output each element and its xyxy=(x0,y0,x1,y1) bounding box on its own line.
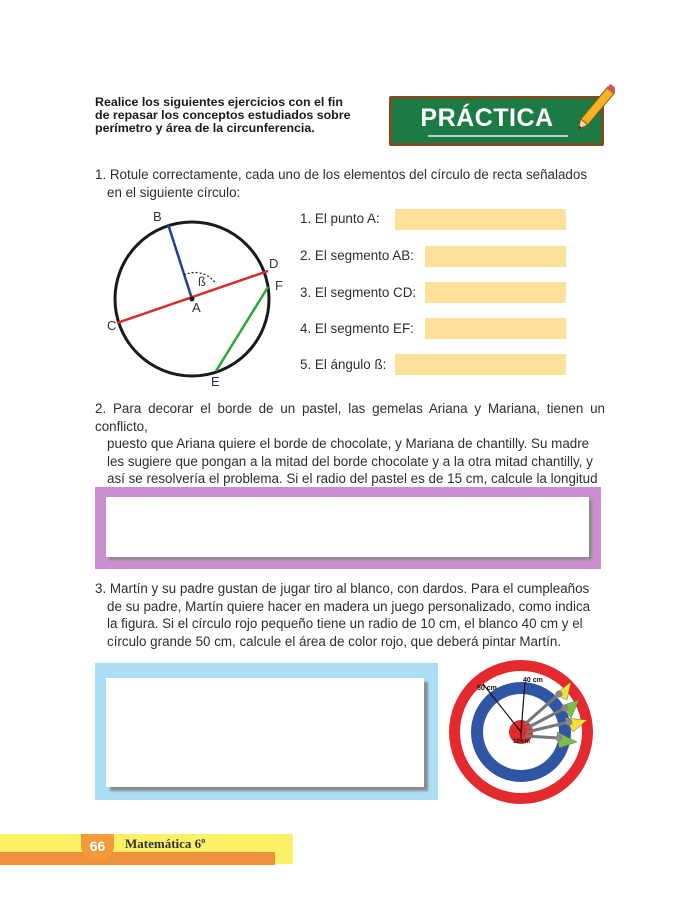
banner-title: PRÁCTICA xyxy=(420,104,554,132)
question-3-line: 3. Martín y su padre gustan de jugar tiro al blanco, con dardos. Para el cumpleaños xyxy=(95,581,590,596)
intro-line: de repasar los conceptos estudiados sobre xyxy=(95,108,351,122)
answer-field-point-a[interactable] xyxy=(395,209,566,230)
item-3-label: 3. El segmento CD: xyxy=(300,285,417,300)
chalk-underline xyxy=(428,135,568,137)
question-2-line: les sugiere que pongan a la mitad del borde chocolate y a la otra mitad chantilly, y xyxy=(107,453,593,469)
intro-text xyxy=(95,96,385,135)
radius-ab xyxy=(168,224,192,299)
label-c: C xyxy=(107,318,117,333)
question-3-line: círculo grande 50 cm, calcule el área de color rojo, que deberá pintar Martín. xyxy=(107,633,562,649)
question-2-line: 2. Para decorar el borde de un pastel, las gemelas Ariana y Mariana, tienen un conflicto, xyxy=(95,401,605,434)
practice-banner xyxy=(389,96,604,146)
label-beta: ß xyxy=(198,274,206,289)
item-1-label: 1. El punto A: xyxy=(300,211,380,226)
label-e: E xyxy=(211,374,220,389)
intro-line: perímetro y área de la circunferencia. xyxy=(95,121,315,135)
page-number: 66 xyxy=(81,834,114,860)
dartboard-figure xyxy=(447,660,594,820)
question-1-line: 1. Rotule correctamente, cada uno de los elementos del círculo de recta señalados xyxy=(95,167,588,182)
question-3-line: de su padre, Martín quiere hacer en madera un juego personalizado, como indica xyxy=(107,598,591,614)
label-50cm: 50 cm xyxy=(477,685,497,692)
item-4-label: 4. El segmento EF: xyxy=(300,321,414,336)
question-1-line: en el siguiente círculo: xyxy=(107,184,241,200)
question-3-line: la figura. Si el círculo rojo pequeño tiene un radio de 10 cm, el blanco 40 cm y el xyxy=(107,616,583,631)
footer-stripe xyxy=(0,852,275,865)
question-2-line: puesto que Ariana quiere el borde de chocolate, y Mariana de chantilly. Su madre xyxy=(107,436,590,451)
book-title: Matemática 6º xyxy=(125,836,206,851)
answer-field-segment-ab[interactable] xyxy=(425,246,566,267)
item-2-label: 2. El segmento AB: xyxy=(300,248,414,263)
label-40cm: 40 cm xyxy=(523,677,543,684)
answer-box-3[interactable] xyxy=(106,678,424,787)
intro-line: Realice los siguientes ejercicios con el fin xyxy=(95,95,343,109)
label-10cm: 10 cm xyxy=(513,739,531,745)
answer-box-2[interactable] xyxy=(106,497,589,557)
label-f: F xyxy=(275,278,283,293)
question-2-line: así se resolvería el problema. Si el radio del pastel es de 15 cm, calcule la longitud xyxy=(107,471,598,486)
answer-field-segment-ef[interactable] xyxy=(425,318,566,339)
question-3-text xyxy=(95,580,605,650)
answer-field-angle-beta[interactable] xyxy=(395,354,566,375)
answer-field-segment-cd[interactable] xyxy=(425,282,566,303)
label-d: D xyxy=(269,256,279,271)
item-5-label: 5. El ángulo ß: xyxy=(300,357,387,372)
question-1-text xyxy=(95,166,605,201)
pencil-icon xyxy=(575,80,615,140)
label-a: A xyxy=(192,300,201,315)
label-b: B xyxy=(153,209,162,224)
circle-diagram xyxy=(100,205,290,390)
